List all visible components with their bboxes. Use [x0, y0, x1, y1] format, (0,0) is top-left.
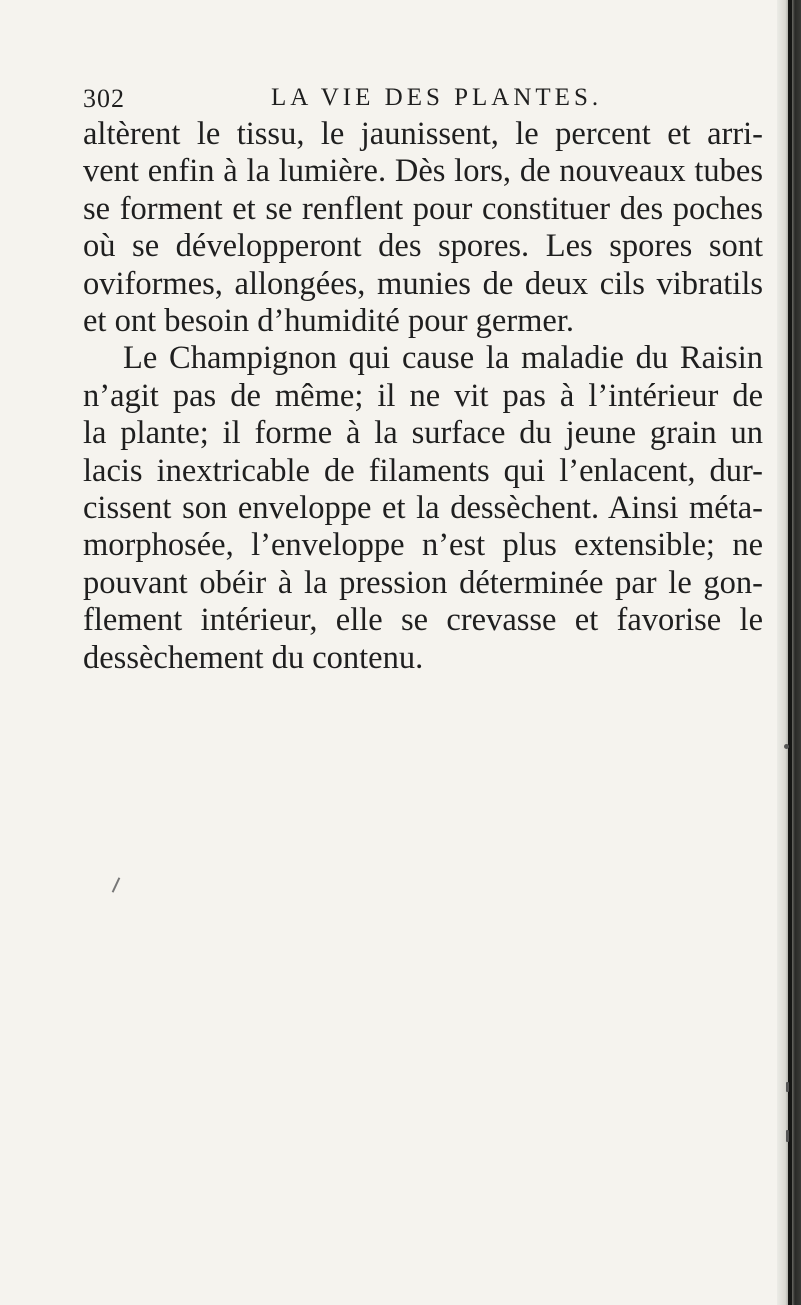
gutter-speck — [786, 1130, 789, 1142]
binding-edge — [788, 0, 792, 1305]
text-line: vent enfin à la lumière. Dès lors, de nouveaux tubes — [83, 153, 763, 190]
text-line: cissent son enveloppe et la dessèchent. Ainsi méta- — [83, 490, 763, 527]
page-gutter-shadow — [777, 0, 801, 1305]
body-text — [83, 116, 763, 677]
text-line: flement intérieur, elle se crevasse et favorise le — [83, 602, 763, 639]
stray-ink-mark — [112, 877, 121, 892]
text-line: morphosée, l’enveloppe n’est plus extensible; ne — [83, 527, 763, 564]
text-line: dessèchement du contenu. — [83, 639, 424, 676]
paragraph-2 — [83, 340, 763, 677]
text-line: altèrent le tissu, le jaunissent, le percent et arri- — [83, 116, 763, 152]
text-line: n’agit pas de même; il ne vit pas à l’intérieur de — [83, 377, 763, 414]
running-title: LA VIE DES PLANTES. — [271, 84, 603, 111]
text-line: et ont besoin d’humidité pour germer. — [83, 303, 575, 340]
text-line: où se développeront des spores. Les spores sont — [83, 228, 763, 265]
text-line: pouvant obéir à la pression déterminée par le gon- — [83, 564, 763, 601]
text-line: se forment et se renflent pour constituer des poches — [83, 190, 763, 227]
paragraph-1 — [83, 116, 763, 340]
gutter-speck — [784, 744, 789, 749]
text-line: Le Champignon qui cause la maladie du Raisin — [123, 340, 763, 377]
gutter-speck — [786, 1082, 789, 1092]
page-number: 302 — [83, 84, 125, 113]
text-line: la plante; il forme à la surface du jeune grain un — [83, 415, 763, 452]
text-line: oviformes, allongées, munies de deux cils vibratils — [83, 265, 763, 302]
text-line: lacis inextricable de filaments qui l’enlacent, dur- — [83, 452, 763, 489]
